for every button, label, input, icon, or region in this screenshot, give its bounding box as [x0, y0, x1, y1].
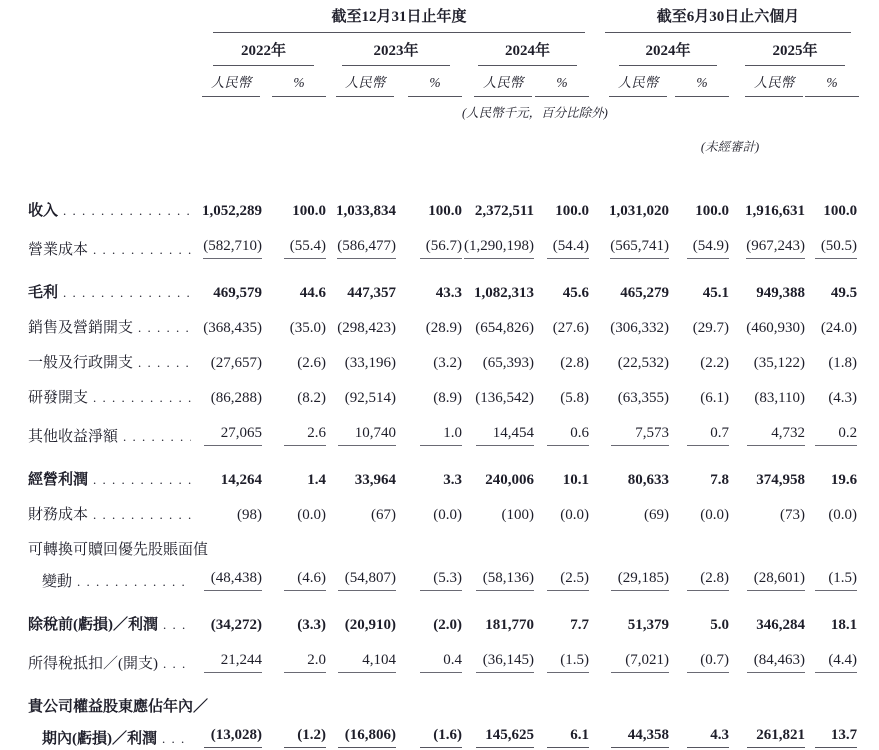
value-cell: (58,136)	[476, 569, 534, 591]
value-cell: 21,244	[204, 651, 262, 673]
year-header-row	[4, 33, 857, 66]
leader-dots	[162, 730, 191, 748]
value-cell: 0.4	[420, 651, 462, 673]
year-header-2023: 2023年	[342, 42, 450, 66]
value-cell: (54.4)	[547, 237, 589, 259]
value-cell: 18.1	[830, 617, 858, 633]
value-cell: (28,601)	[747, 569, 805, 591]
value-cell: (8.2)	[297, 390, 326, 406]
value-cell: 33,964	[354, 472, 396, 488]
value-cell: (967,243)	[746, 237, 805, 259]
value-cell: (35.0)	[289, 320, 326, 336]
value-cell: 1.0	[420, 424, 462, 446]
leader-dots	[138, 354, 191, 372]
value-cell: (460,930)	[746, 320, 806, 336]
value-cell: (54.9)	[687, 237, 729, 259]
value-cell: (7,021)	[611, 651, 669, 673]
row-label: 所得稅抵扣／(開支)	[28, 656, 158, 672]
value-cell: 14,454	[476, 424, 534, 446]
group-header-interim: 截至6月30日止六個月	[605, 8, 851, 33]
row-attributable-profit	[4, 718, 857, 750]
row-preferred-shares-caption	[4, 533, 857, 561]
value-cell: 100.0	[555, 203, 590, 219]
value-cell: (73)	[780, 507, 806, 523]
value-cell: 19.6	[830, 472, 858, 488]
unit-header-row	[4, 66, 857, 97]
value-cell: 44,358	[611, 726, 669, 748]
year-header-2024-interim: 2024年	[619, 42, 717, 66]
value-cell: (5.8)	[560, 390, 590, 406]
value-cell: (84,463)	[747, 651, 805, 673]
value-cell: 13.7	[815, 726, 857, 748]
value-cell: (582,710)	[203, 237, 262, 259]
value-cell: (0.7)	[687, 651, 729, 673]
value-cell: 27,065	[204, 424, 262, 446]
value-cell: 447,357	[347, 285, 396, 301]
value-cell: 145,625	[476, 726, 534, 748]
value-cell: 1,916,631	[745, 203, 806, 219]
value-cell: (34,272)	[210, 617, 262, 633]
value-cell: (83,110)	[754, 390, 806, 406]
leader-dots	[163, 616, 191, 634]
leader-dots	[93, 471, 191, 489]
row-label: 可轉換可贖回優先股賬面值	[28, 542, 209, 558]
value-cell: (2.5)	[547, 569, 589, 591]
value-cell: (54,807)	[338, 569, 396, 591]
row-label: 收入	[28, 203, 59, 219]
year-header-2022: 2022年	[213, 42, 314, 66]
value-cell: 1.4	[307, 472, 326, 488]
row-label: 經營利潤	[28, 472, 89, 488]
value-cell: 261,821	[747, 726, 805, 748]
value-cell: 346,284	[756, 617, 806, 633]
value-cell: (3.2)	[433, 355, 462, 371]
value-cell: (98)	[237, 507, 262, 523]
value-cell: (55.4)	[284, 237, 326, 259]
row-label: 營業成本	[28, 242, 89, 258]
leader-dots	[93, 389, 191, 407]
row-general-admin	[4, 346, 857, 381]
value-cell: (20,910)	[344, 617, 396, 633]
row-label: 研發開支	[28, 390, 89, 406]
leader-dots	[77, 573, 191, 591]
value-cell: (65,393)	[482, 355, 534, 371]
value-cell: (86,288)	[210, 390, 262, 406]
value-cell: 5.0	[710, 617, 730, 633]
value-cell: (1.6)	[420, 726, 462, 748]
value-cell: 0.2	[815, 424, 857, 446]
value-cell: (28.9)	[425, 320, 462, 336]
value-cell: (27.6)	[552, 320, 590, 336]
value-cell: 465,279	[620, 285, 670, 301]
value-cell: 1,033,834	[336, 203, 396, 219]
row-operating-profit	[4, 455, 857, 498]
value-cell: (50.5)	[815, 237, 857, 259]
value-cell: (1,290,198)	[464, 237, 534, 259]
value-cell: (0.0)	[828, 507, 858, 523]
row-other-gains	[4, 416, 857, 455]
row-label: 其他收益淨額	[28, 429, 119, 445]
unit-header-pct: %	[535, 74, 589, 97]
value-cell: (2.6)	[297, 355, 326, 371]
value-cell: (56.7)	[420, 237, 462, 259]
leader-dots	[163, 655, 191, 673]
value-cell: 2.0	[284, 651, 326, 673]
row-revenue	[4, 156, 857, 229]
value-cell: (63,355)	[617, 390, 670, 406]
value-cell: (2.2)	[700, 355, 730, 371]
value-cell: 7.7	[570, 617, 590, 633]
value-cell: 49.5	[830, 285, 858, 301]
value-cell: (0.0)	[560, 507, 590, 523]
unit-header-pct: %	[805, 74, 859, 97]
unit-header-rmb: 人民幣	[474, 74, 532, 97]
value-cell: 100.0	[428, 203, 462, 219]
row-label: 除稅前(虧損)／利潤	[28, 617, 158, 633]
leader-dots	[63, 284, 191, 302]
row-gross-profit	[4, 268, 857, 311]
value-cell: 10,740	[338, 424, 396, 446]
value-cell: (0.0)	[700, 507, 730, 523]
value-cell: (35,122)	[753, 355, 806, 371]
value-cell: 100.0	[823, 203, 858, 219]
row-profit-before-tax	[4, 600, 857, 643]
row-label: 毛利	[28, 285, 59, 301]
value-cell: (67)	[371, 507, 396, 523]
row-preferred-shares-change	[4, 561, 857, 600]
value-cell: (1.8)	[828, 355, 858, 371]
unit-header-rmb: 人民幣	[609, 74, 667, 97]
value-cell: (5.3)	[420, 569, 462, 591]
value-cell: (27,657)	[210, 355, 262, 371]
row-finance-costs	[4, 498, 857, 533]
value-cell: (654,826)	[475, 320, 534, 336]
value-cell: 100.0	[292, 203, 326, 219]
value-cell: 80,633	[627, 472, 670, 488]
value-cell: 181,770	[485, 617, 534, 633]
value-cell: 374,958	[756, 472, 806, 488]
year-header-2024: 2024年	[478, 42, 577, 66]
value-cell: (100)	[501, 507, 534, 523]
income-statement-table	[4, 4, 857, 750]
value-cell: (306,332)	[610, 320, 670, 336]
unit-header-rmb: 人民幣	[202, 74, 260, 97]
value-cell: 100.0	[695, 203, 730, 219]
value-cell: (136,542)	[475, 390, 534, 406]
value-cell: (2.8)	[687, 569, 729, 591]
row-label: 期內(虧損)／利潤	[42, 731, 157, 747]
value-cell: 51,379	[627, 617, 670, 633]
value-cell: 7,573	[611, 424, 669, 446]
value-cell: 1,031,020	[609, 203, 670, 219]
value-cell: 14,264	[220, 472, 262, 488]
unit-header-pct: %	[408, 74, 462, 97]
value-cell: 949,388	[756, 285, 806, 301]
leader-dots	[93, 241, 191, 259]
row-label: 財務成本	[28, 507, 89, 523]
value-cell: 1,082,313	[474, 285, 534, 301]
value-cell: 0.7	[687, 424, 729, 446]
unaudited-note: (未經審計)	[700, 140, 760, 154]
value-cell: (4.6)	[284, 569, 326, 591]
row-selling-marketing	[4, 311, 857, 346]
value-cell: 1,052,289	[202, 203, 262, 219]
value-cell: (298,423)	[337, 320, 396, 336]
value-cell: (16,806)	[338, 726, 396, 748]
value-cell: (22,532)	[617, 355, 670, 371]
table-body	[4, 156, 857, 750]
row-label: 一般及行政開支	[28, 355, 134, 371]
value-cell: 43.3	[435, 285, 462, 301]
row-attributable-caption	[4, 682, 857, 718]
value-cell: 45.6	[562, 285, 590, 301]
value-cell: (2.0)	[433, 617, 462, 633]
row-label: 銷售及營銷開支	[28, 320, 134, 336]
value-cell: 0.6	[547, 424, 589, 446]
value-cell: (92,514)	[344, 390, 396, 406]
value-cell: (4.4)	[815, 651, 857, 673]
leader-dots	[63, 202, 191, 220]
row-label: 變動	[42, 574, 73, 590]
value-cell: (2.8)	[560, 355, 590, 371]
value-cell: (1.2)	[284, 726, 326, 748]
value-cell: (586,477)	[337, 237, 396, 259]
row-rd-expenses	[4, 381, 857, 416]
value-cell: (4.3)	[828, 390, 858, 406]
leader-dots	[123, 428, 191, 446]
value-cell: (8.9)	[433, 390, 462, 406]
value-cell: (3.3)	[297, 617, 326, 633]
value-cell: (13,028)	[204, 726, 262, 748]
unit-header-pct: %	[675, 74, 729, 97]
leader-dots	[138, 319, 191, 337]
value-cell: 45.1	[702, 285, 730, 301]
unaudited-note-row	[4, 122, 857, 156]
value-cell: (29.7)	[692, 320, 730, 336]
value-cell: 240,006	[485, 472, 534, 488]
unit-header-rmb: 人民幣	[745, 74, 803, 97]
value-cell: (368,435)	[203, 320, 262, 336]
unit-header-rmb: 人民幣	[336, 74, 394, 97]
value-cell: 4,104	[338, 651, 396, 673]
value-cell: 4,732	[747, 424, 805, 446]
value-cell: (33,196)	[344, 355, 396, 371]
value-cell: (1.5)	[815, 569, 857, 591]
group-header-annual: 截至12月31日止年度	[213, 8, 585, 33]
value-cell: (24.0)	[820, 320, 858, 336]
value-cell: 469,579	[213, 285, 262, 301]
value-cell: (48,438)	[204, 569, 262, 591]
table-header	[4, 4, 857, 156]
year-header-2025-interim: 2025年	[745, 42, 845, 66]
value-cell: (0.0)	[433, 507, 462, 523]
value-cell: 7.8	[710, 472, 730, 488]
group-header-row	[4, 4, 857, 33]
value-cell: 10.1	[562, 472, 590, 488]
value-cell: 44.6	[299, 285, 326, 301]
value-cell: (36,145)	[476, 651, 534, 673]
row-label: 貴公司權益股東應佔年內／	[28, 699, 209, 715]
value-cell: (565,741)	[610, 237, 669, 259]
value-cell: 4.3	[687, 726, 729, 748]
value-cell: (6.1)	[700, 390, 730, 406]
row-cost-of-sales	[4, 229, 857, 268]
value-cell: (29,185)	[611, 569, 669, 591]
leader-dots	[93, 506, 191, 524]
value-cell: 2,372,511	[474, 203, 534, 219]
value-cell: 3.3	[443, 472, 462, 488]
row-income-tax	[4, 643, 857, 682]
units-note: (人民幣千元，百分比除外)	[462, 106, 608, 120]
unit-header-pct: %	[272, 74, 326, 97]
value-cell: (1.5)	[547, 651, 589, 673]
value-cell: (69)	[644, 507, 670, 523]
value-cell: (0.0)	[297, 507, 326, 523]
units-note-row	[4, 97, 857, 122]
value-cell: 6.1	[547, 726, 589, 748]
value-cell: 2.6	[284, 424, 326, 446]
